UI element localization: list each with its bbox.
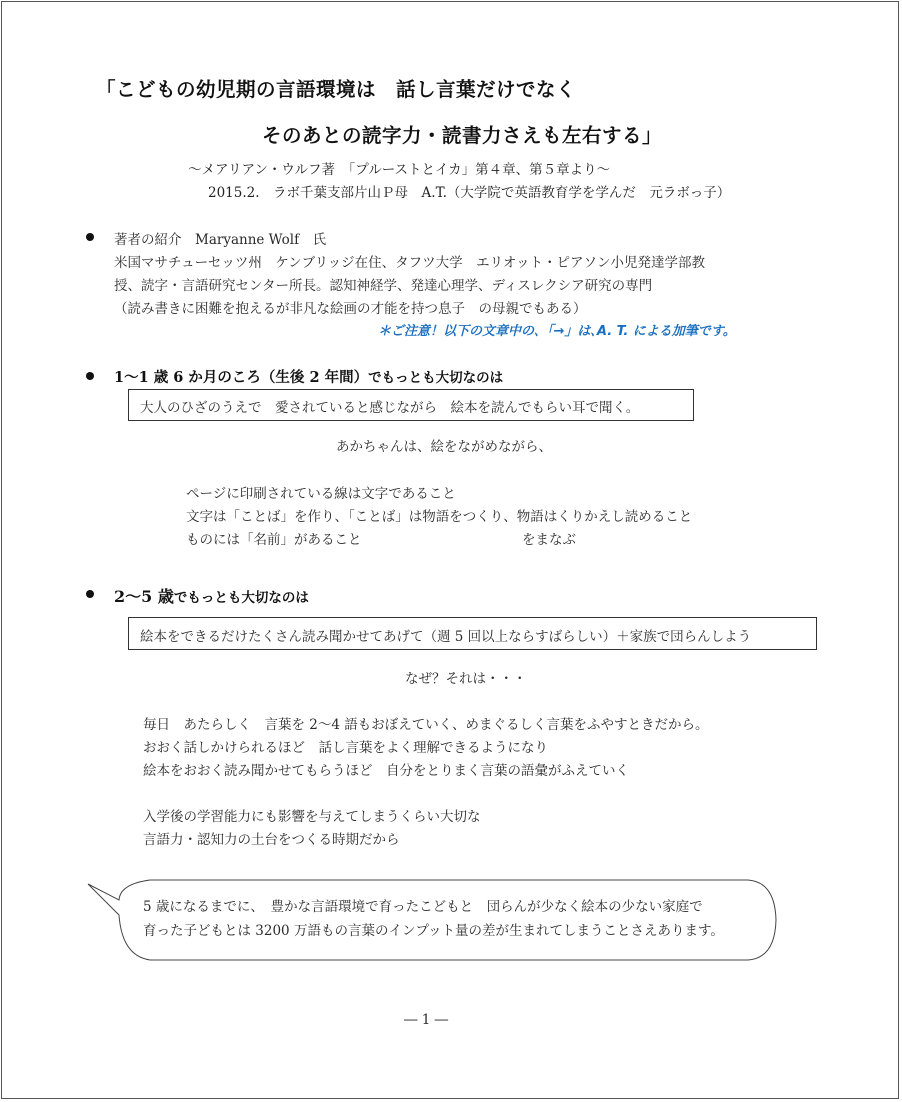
section2-why: なぜ？それは・・・: [405, 671, 527, 687]
section1-box-text: 大人のひざのうえで 愛されていると感じながら 絵本を読んでもらい耳で聞く。: [140, 400, 640, 416]
section1-line-3: ものには「名前」があること: [186, 532, 362, 548]
section2-box-text: 絵本をできるだけたくさん読み聞かせてあげて（週 5 回以上ならすばらしい）＋家族で団らんしよう: [140, 629, 752, 645]
title-line-1: 「こどもの幼児期の言語環境は 話し言葉だけでなく: [96, 78, 577, 101]
section2-line-5: 言語力・認知力の土台をつくる時期だから: [143, 832, 400, 848]
section1-intro: あかちゃんは、絵をながめながら、: [336, 439, 552, 455]
section2-line-2: おおく話しかけられるほど 話し言葉をよく理解できるようになり: [143, 740, 548, 756]
section1-suffix: をまなぶ: [522, 532, 576, 548]
source-line: 〜メアリアン・ウルフ著 「プルーストとイカ」第４章、第５章より〜: [188, 162, 611, 178]
callout-line-1: 5 歳になるまでに、 豊かな言語環境で育ったこどもと 団らんが少なく絵本の少ない家庭で: [143, 899, 703, 915]
title-line-2: そのあとの読字力・読書力さえも左右する」: [262, 124, 663, 147]
section2-heading-main: 2〜5 歳: [114, 587, 174, 606]
page-number: ― 1 ―: [404, 1012, 449, 1028]
section2-line-3: 絵本をおおく読み聞かせてもらうほど 自分をとりまく言葉の語彙がふえていく: [143, 763, 629, 779]
author-line-3: （読み書きに困難を抱えるが非凡な絵画の才能を持つ息子 の母親でもある）: [114, 301, 587, 317]
section1-line-1: ページに印刷されている線は文字であること: [186, 486, 456, 502]
section1-heading-main: 1〜1 歳 6 か月のころ（生後 2 年間）: [114, 369, 369, 386]
callout-line-2: 育った子どもとは 3200 万語もの言葉のインプット量の差が生まれてしまうことさえあります。: [143, 923, 724, 939]
author-line-1: 米国マサチューセッツ州 ケンブリッジ在住、タフツ大学 エリオット・ピアソン小児発達学部教: [114, 255, 706, 271]
section2-line-1: 毎日 あたらしく 言葉を 2〜4 語もおぼえていく、めまぐるしく言葉をふやすときだから。: [143, 717, 709, 733]
section1-heading-suffix: でもっとも大切なのは: [368, 370, 504, 386]
section2-heading-suffix: でもっとも大切なのは: [173, 590, 309, 606]
byline: 2015.2. ラボ千葉支部片山Ｐ母 A.T.（大学院で英語教育学を学んだ 元ラボっ子）: [208, 185, 731, 201]
section2-line-4: 入学後の学習能力にも影響を与えてしまうくらい大切な: [143, 809, 481, 825]
editor-note: ＊ご注意！以下の文章中の､「→」は､A. T. による加筆です。: [378, 324, 736, 339]
author-line-2: 授、読字・言語研究センター所長。認知神経学、発達心理学、ディスレクシア研究の専門: [114, 278, 653, 294]
section1-line-2: 文字は「ことば」を作り、「ことば」は物語をつくり、物語はくりかえし読めること: [186, 509, 693, 525]
author-heading: 著者の紹介 Maryanne Wolf 氏: [114, 232, 327, 248]
